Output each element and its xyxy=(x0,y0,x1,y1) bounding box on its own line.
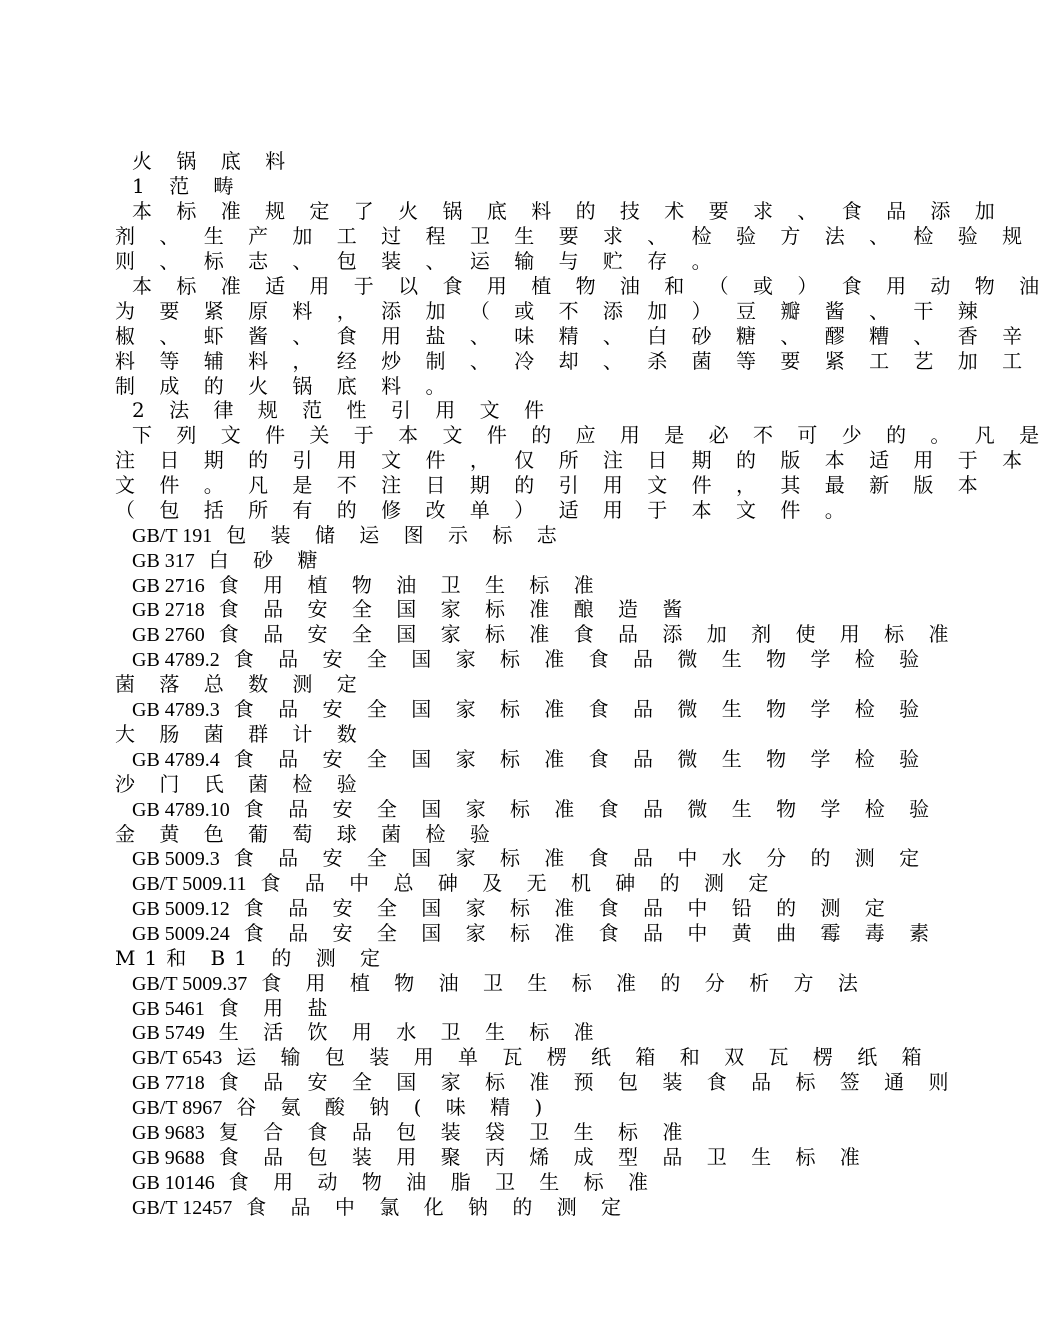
reference-title: 食 用 植 物 油 卫 生 标 准 xyxy=(218,573,603,597)
reference-code: GB 2718 xyxy=(132,599,205,621)
reference-title: 食 品 安 全 国 家 标 准 食 品 微 生 物 学 检 验 xyxy=(233,647,929,671)
reference-title: 食 品 中 总 砷 及 无 机 砷 的 测 定 xyxy=(260,871,778,895)
reference-item xyxy=(132,797,939,822)
reference-title: 包 装 储 运 图 示 标 志 xyxy=(226,523,566,547)
reference-item xyxy=(132,647,929,672)
reference-title: 食 品 安 全 国 家 标 准 食 品 微 生 物 学 检 验 xyxy=(243,797,939,821)
section-1-line: 本 标 准 规 定 了 火 锅 底 料 的 技 术 要 求 、 食 品 添 加 xyxy=(132,199,1004,223)
reference-item xyxy=(132,597,852,622)
reference-code: GB 4789.4 xyxy=(132,749,220,771)
reference-title: 食 用 动 物 油 脂 卫 生 标 准 xyxy=(228,1170,658,1194)
reference-item xyxy=(132,1095,852,1120)
reference-code: GB/T 12457 xyxy=(132,1197,233,1219)
reference-item xyxy=(132,1120,852,1145)
reference-item xyxy=(132,871,852,896)
reference-code: GB 4789.3 xyxy=(132,699,220,721)
reference-code: GB/T 191 xyxy=(132,525,213,547)
reference-code: GB/T 8967 xyxy=(132,1097,223,1119)
reference-item xyxy=(132,548,852,573)
reference-code: GB/T 6543 xyxy=(132,1047,223,1069)
section-2-line: （ 包 括 所 有 的 修 改 单 ） 适 用 于 本 文 件 。 xyxy=(115,498,854,522)
reference-code: GB 5461 xyxy=(132,998,205,1020)
reference-title: 谷 氨 酸 钠 ( 味 精 ) xyxy=(236,1095,552,1119)
reference-item xyxy=(132,747,929,772)
reference-code: GB 317 xyxy=(132,550,195,572)
reference-title: 复 合 食 品 包 装 袋 卫 生 标 准 xyxy=(218,1120,692,1144)
reference-title: 运 输 包 装 用 单 瓦 楞 纸 箱 和 双 瓦 楞 纸 箱 xyxy=(236,1045,931,1069)
reference-title: 食 品 安 全 国 家 标 准 食 品 添 加 剂 使 用 标 准 xyxy=(218,622,958,646)
section-2-heading: 2 法 律 规 范 性 引 用 文 件 xyxy=(132,398,553,422)
reference-title: 食 品 安 全 国 家 标 准 食 品 中 黄 曲 霉 毒 素 xyxy=(243,921,939,945)
section-1-line: 剂 、 生 产 加 工 过 程 卫 生 要 求 、 检 验 方 法 、 检 验 规 xyxy=(115,224,1032,248)
reference-continuation: 金 黄 色 葡 萄 球 菌 检 验 xyxy=(115,822,499,846)
reference-title: 食 用 盐 xyxy=(218,996,337,1020)
reference-item xyxy=(132,523,852,548)
reference-code: GB 2760 xyxy=(132,624,205,646)
reference-code: GB/T 5009.37 xyxy=(132,973,248,995)
section-1-line: 本 标 准 适 用 于 以 食 用 植 物 油 和 （ 或 ） 食 用 动 物 油 xyxy=(132,274,1048,298)
reference-code: GB 2716 xyxy=(132,575,205,597)
reference-continuation: 沙 门 氏 菌 检 验 xyxy=(115,772,366,796)
reference-code: GB 7718 xyxy=(132,1072,205,1094)
reference-code: GB 4789.10 xyxy=(132,799,230,821)
reference-title: 食 用 植 物 油 卫 生 标 准 的 分 析 方 法 xyxy=(261,971,867,995)
reference-title: 食 品 安 全 国 家 标 准 预 包 装 食 品 标 签 通 则 xyxy=(218,1070,958,1094)
reference-title: 食 品 安 全 国 家 标 准 食 品 微 生 物 学 检 验 xyxy=(233,747,929,771)
section-2-line: 文 件 。 凡 是 不 注 日 期 的 引 用 文 件 ， 其 最 新 版 本 xyxy=(115,473,987,497)
reference-title: 食 品 安 全 国 家 标 准 酿 造 酱 xyxy=(218,597,692,621)
reference-code: GB 9688 xyxy=(132,1147,205,1169)
reference-code: GB/T 5009.11 xyxy=(132,873,247,895)
reference-item xyxy=(132,1145,869,1170)
reference-title: 食 品 包 装 用 聚 丙 烯 成 型 品 卫 生 标 准 xyxy=(218,1145,869,1169)
section-2-line: 注 日 期 的 引 用 文 件 ， 仅 所 注 日 期 的 版 本 适 用 于 本 xyxy=(115,448,1032,472)
reference-item xyxy=(132,1020,852,1045)
reference-continuation: 菌 落 总 数 测 定 xyxy=(115,672,366,696)
reference-title: 食 品 安 全 国 家 标 准 食 品 中 铅 的 测 定 xyxy=(243,896,894,920)
section-1-line: 制 成 的 火 锅 底 料 。 xyxy=(115,374,455,398)
reference-code: GB 5009.3 xyxy=(132,848,220,870)
section-2-line: 下 列 文 件 关 于 本 文 件 的 应 用 是 必 不 可 少 的 。 凡 是 xyxy=(132,423,1048,447)
reference-item xyxy=(132,573,852,598)
reference-item xyxy=(132,1045,931,1070)
reference-title: 食 品 安 全 国 家 标 准 食 品 微 生 物 学 检 验 xyxy=(233,697,929,721)
reference-item xyxy=(132,971,867,996)
reference-item xyxy=(132,921,939,946)
section-1-line: 料 等 辅 料 ， 经 炒 制 、 冷 却 、 杀 菌 等 要 紧 工 艺 加 工 xyxy=(115,349,1032,373)
reference-item xyxy=(132,996,852,1021)
document-title: 火 锅 底 料 xyxy=(132,149,295,173)
reference-item xyxy=(132,697,929,722)
section-1-line: 为 要 紧 原 料 ， 添 加 （ 或 不 添 加 ） 豆 瓣 酱 、 干 辣 xyxy=(115,299,987,323)
reference-item xyxy=(132,896,894,921)
reference-title: 白 砂 糖 xyxy=(208,548,327,572)
reference-title: 食 品 安 全 国 家 标 准 食 品 中 水 分 的 测 定 xyxy=(233,846,929,870)
reference-item xyxy=(132,1195,852,1220)
reference-code: GB 9683 xyxy=(132,1122,205,1144)
reference-code: GB 10146 xyxy=(132,1172,215,1194)
reference-code: GB 5009.24 xyxy=(132,923,230,945)
reference-code: GB 5749 xyxy=(132,1022,205,1044)
reference-item xyxy=(132,1070,958,1095)
section-1-line: 椒 、 虾 酱 、 食 用 盐 、 味 精 、 白 砂 糖 、 醪 糟 、 香 辛 xyxy=(115,324,1032,348)
section-1-line: 则 、 标 志 、 包 装 、 运 输 与 贮 存 。 xyxy=(115,249,721,273)
reference-code: GB 4789.2 xyxy=(132,649,220,671)
section-1-heading: 1 范 畴 xyxy=(132,174,243,198)
reference-item xyxy=(132,1170,852,1195)
reference-code: GB 5009.12 xyxy=(132,898,230,920)
reference-item xyxy=(132,846,929,871)
reference-title: 生 活 饮 用 水 卫 生 标 准 xyxy=(218,1020,603,1044)
reference-item xyxy=(132,622,958,647)
reference-continuation: M1和 B1 的 测 定 xyxy=(115,946,390,970)
reference-continuation: 大 肠 菌 群 计 数 xyxy=(115,722,366,746)
reference-title: 食 品 中 氯 化 钠 的 测 定 xyxy=(246,1195,631,1219)
